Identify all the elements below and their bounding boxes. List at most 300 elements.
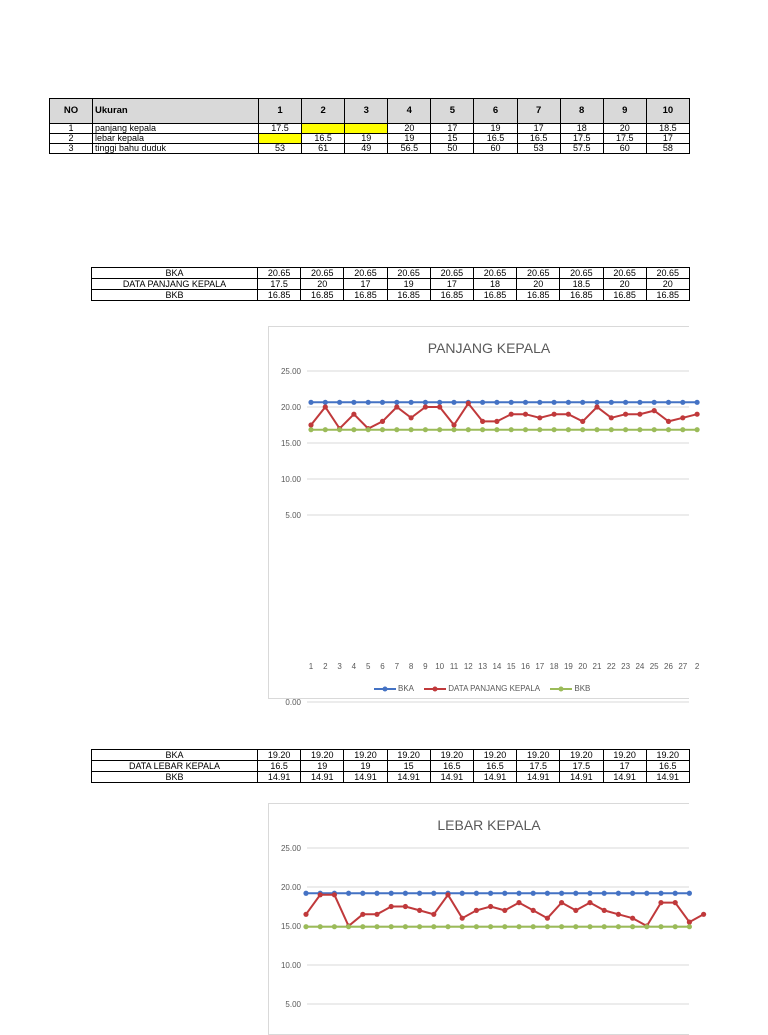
table-cell: 19.20 (387, 750, 430, 761)
table-cell (259, 134, 302, 144)
data-point (531, 924, 536, 929)
data-point (602, 908, 607, 913)
table-cell: 16.5 (473, 761, 516, 772)
data-point (445, 924, 450, 929)
y-tick-label: 5.00 (285, 1000, 301, 1009)
table-cell: 20 (388, 124, 431, 134)
x-tick-label: 8 (408, 662, 414, 671)
table-cell: 60 (603, 144, 646, 154)
table-cell: 20.65 (560, 268, 603, 279)
panjang-kepala-table (91, 267, 690, 301)
data-point (537, 400, 542, 405)
data-point (609, 400, 614, 405)
data-point (366, 400, 371, 405)
data-point (351, 412, 356, 417)
lebar-kepala-table (91, 749, 690, 783)
table-cell: 20 (517, 279, 560, 290)
table-row (50, 124, 690, 134)
table-cell: 14.91 (301, 772, 344, 783)
table-cell: 57.5 (560, 144, 603, 154)
table-cell: 53 (517, 144, 560, 154)
data-point (380, 419, 385, 424)
table-row (92, 750, 690, 761)
x-tick-label: 20 (578, 662, 588, 671)
table-cell (302, 124, 345, 134)
data-point (695, 400, 700, 405)
y-tick-label: 15.00 (280, 922, 301, 931)
row-label: DATA PANJANG KEPALA (92, 279, 258, 290)
row-label: BKB (92, 772, 258, 783)
data-point (394, 404, 399, 409)
data-point (431, 924, 436, 929)
data-point (594, 427, 599, 432)
data-point (623, 400, 628, 405)
column-header: 6 (474, 99, 517, 124)
table-row (92, 279, 690, 290)
table-cell: 19.20 (603, 750, 646, 761)
lebar-kepala-plot (269, 804, 689, 1034)
data-point (580, 427, 585, 432)
legend-item-bkb (550, 684, 590, 693)
data-point (616, 891, 621, 896)
table-cell: 19 (387, 279, 430, 290)
data-point (323, 427, 328, 432)
data-point (409, 427, 414, 432)
table-cell: 20 (603, 124, 646, 134)
row-label: BKA (92, 750, 258, 761)
data-point (545, 891, 550, 896)
table-cell: 17.5 (259, 124, 302, 134)
x-tick-label: 12 (463, 662, 473, 671)
data-point (566, 427, 571, 432)
data-point (389, 904, 394, 909)
legend-label: BKA (398, 684, 415, 693)
data-point (552, 400, 557, 405)
data-point (417, 908, 422, 913)
data-point (437, 404, 442, 409)
data-point (351, 427, 356, 432)
data-point (303, 912, 308, 917)
x-tick-label: 13 (478, 662, 488, 671)
x-tick-label: 15 (506, 662, 516, 671)
data-point (474, 924, 479, 929)
data-point (616, 912, 621, 917)
data-point (687, 920, 692, 925)
data-point (318, 924, 323, 929)
data-point (509, 412, 514, 417)
data-point (658, 891, 663, 896)
table-cell: 14.91 (387, 772, 430, 783)
table-cell: 20.65 (517, 268, 560, 279)
data-point (545, 916, 550, 921)
data-point (559, 900, 564, 905)
data-point (616, 924, 621, 929)
table-cell: 19.20 (301, 750, 344, 761)
column-header: 9 (603, 99, 646, 124)
data-point (637, 412, 642, 417)
data-point (394, 400, 399, 405)
data-point (466, 401, 471, 406)
table-cell: 16.85 (430, 290, 473, 301)
x-tick-label: 24 (635, 662, 645, 671)
data-point (451, 427, 456, 432)
table-cell: 16.5 (302, 134, 345, 144)
data-point (488, 904, 493, 909)
table-cell: 20.65 (646, 268, 689, 279)
chart-legend (374, 684, 598, 695)
data-point (337, 427, 342, 432)
x-tick-label: 7 (394, 662, 400, 671)
legend-marker-bka (374, 685, 396, 693)
table-cell: 56.5 (388, 144, 431, 154)
x-tick-label: 25 (649, 662, 659, 671)
data-point (687, 891, 692, 896)
table-cell: 16.85 (301, 290, 344, 301)
data-point (366, 427, 371, 432)
x-tick-label: 4 (351, 662, 357, 671)
table-cell: 16.5 (646, 761, 689, 772)
data-point (673, 900, 678, 905)
data-point (637, 400, 642, 405)
data-point (389, 924, 394, 929)
data-point (658, 924, 663, 929)
x-tick-label: 23 (621, 662, 631, 671)
column-header: 5 (431, 99, 474, 124)
data-point (594, 400, 599, 405)
data-point (451, 422, 456, 427)
table-cell: 20.65 (430, 268, 473, 279)
chart-title: PANJANG KEPALA (427, 340, 551, 356)
table-row (92, 290, 690, 301)
data-point (630, 916, 635, 921)
data-point (323, 400, 328, 405)
row-label: BKB (92, 290, 258, 301)
data-point (403, 891, 408, 896)
table-cell: 16.85 (517, 290, 560, 301)
table-cell: 18 (560, 124, 603, 134)
table-cell: 16.85 (646, 290, 689, 301)
table-cell: 17.5 (603, 134, 646, 144)
row-label: lebar kepala (93, 134, 259, 144)
data-point (474, 908, 479, 913)
data-point (332, 924, 337, 929)
data-point (673, 924, 678, 929)
x-tick-label: 11 (449, 662, 459, 671)
data-point (409, 415, 414, 420)
data-point (403, 924, 408, 929)
data-point (374, 912, 379, 917)
column-header: 4 (388, 99, 431, 124)
table-row (50, 144, 690, 154)
column-header: 2 (302, 99, 345, 124)
data-point (337, 400, 342, 405)
data-point (488, 924, 493, 929)
table-cell: 20.65 (603, 268, 646, 279)
data-point (346, 924, 351, 929)
table-cell: 19.20 (258, 750, 301, 761)
row-label: panjang kepala (93, 124, 259, 134)
table-cell: 16.5 (474, 134, 517, 144)
data-point (630, 924, 635, 929)
table-cell: 15 (387, 761, 430, 772)
data-point (531, 908, 536, 913)
y-tick-label: 20.00 (280, 403, 301, 412)
table-row (92, 268, 690, 279)
y-tick-label: 25.00 (280, 844, 301, 853)
data-point (466, 427, 471, 432)
data-point (566, 412, 571, 417)
table-cell: 18.5 (646, 124, 689, 134)
table-cell: 19 (388, 134, 431, 144)
data-point (552, 427, 557, 432)
legend-item-data (424, 684, 540, 693)
data-point (332, 892, 337, 897)
data-point (652, 400, 657, 405)
table-cell: 17 (517, 124, 560, 134)
data-point (488, 891, 493, 896)
data-point (494, 419, 499, 424)
row-number: 3 (50, 144, 93, 154)
data-point (417, 924, 422, 929)
table-cell: 61 (302, 144, 345, 154)
data-point (480, 419, 485, 424)
data-point (451, 400, 456, 405)
data-point (516, 924, 521, 929)
table-cell: 19.20 (473, 750, 516, 761)
table-cell: 20.65 (473, 268, 516, 279)
table-cell: 16.5 (430, 761, 473, 772)
data-point (602, 891, 607, 896)
data-point (680, 415, 685, 420)
data-point (623, 412, 628, 417)
table-cell: 20 (301, 279, 344, 290)
table-cell: 19.20 (560, 750, 603, 761)
column-header: Ukuran (93, 99, 259, 124)
table-cell (345, 124, 388, 134)
table-cell: 17.5 (517, 761, 560, 772)
data-point (380, 427, 385, 432)
data-point (695, 412, 700, 417)
x-tick-label: 16 (521, 662, 530, 671)
data-point (687, 924, 692, 929)
row-label: tinggi bahu duduk (93, 144, 259, 154)
data-point (594, 404, 599, 409)
table-cell: 19.20 (430, 750, 473, 761)
table-cell: 17 (430, 279, 473, 290)
y-tick-label: 0.00 (285, 698, 301, 707)
data-point (701, 912, 706, 917)
data-point (695, 427, 700, 432)
data-point (573, 924, 578, 929)
data-point (437, 400, 442, 405)
lebar-kepala-chart (268, 803, 689, 1035)
data-point (580, 419, 585, 424)
data-point (460, 891, 465, 896)
data-point (445, 892, 450, 897)
table-cell: 19.20 (344, 750, 387, 761)
table-cell: 19 (474, 124, 517, 134)
x-tick-label: 14 (492, 662, 502, 671)
data-point (602, 924, 607, 929)
data-point (351, 400, 356, 405)
y-tick-label: 5.00 (285, 511, 301, 520)
data-point (423, 400, 428, 405)
data-point (502, 924, 507, 929)
panjang-kepala-chart (268, 326, 700, 707)
anthropometry-table (49, 98, 690, 154)
row-number: 1 (50, 124, 93, 134)
table-cell: 20.65 (258, 268, 301, 279)
table-row (50, 134, 690, 144)
data-point (318, 892, 323, 897)
data-point (360, 912, 365, 917)
data-point (523, 400, 528, 405)
data-point (652, 427, 657, 432)
data-point (460, 916, 465, 921)
y-tick-label: 25.00 (280, 367, 301, 376)
data-point (537, 427, 542, 432)
data-point (308, 422, 313, 427)
x-tick-label: 9 (423, 662, 428, 671)
table-cell: 20.65 (387, 268, 430, 279)
chart-title: LEBAR KEPALA (437, 817, 541, 833)
y-tick-label: 20.00 (280, 883, 301, 892)
table-cell: 14.91 (646, 772, 689, 783)
data-point (502, 891, 507, 896)
data-point (587, 924, 592, 929)
table-cell: 18 (473, 279, 516, 290)
table-cell: 16.85 (344, 290, 387, 301)
table-row (92, 772, 690, 783)
data-point (587, 891, 592, 896)
table-cell: 14.91 (344, 772, 387, 783)
legend-marker-data (424, 685, 446, 693)
data-point (502, 908, 507, 913)
x-tick-label: 22 (606, 662, 616, 671)
data-point (360, 924, 365, 929)
table-cell: 14.91 (517, 772, 560, 783)
data-point (566, 400, 571, 405)
row-number: 2 (50, 134, 93, 144)
legend-label: DATA PANJANG KEPALA (448, 684, 541, 693)
table-cell: 16.85 (387, 290, 430, 301)
x-tick-label: 3 (337, 662, 342, 671)
data-point (623, 427, 628, 432)
table-cell: 14.91 (473, 772, 516, 783)
table-cell: 20.65 (301, 268, 344, 279)
column-header: 8 (560, 99, 603, 124)
table-cell: 50 (431, 144, 474, 154)
y-tick-label: 15.00 (280, 439, 301, 448)
table-cell: 49 (345, 144, 388, 154)
y-tick-label: 10.00 (280, 961, 301, 970)
header-row (50, 99, 690, 124)
data-point (403, 904, 408, 909)
table-cell: 19 (345, 134, 388, 144)
data-point (573, 908, 578, 913)
data-point (409, 400, 414, 405)
table-cell: 17 (344, 279, 387, 290)
table-cell: 14.91 (258, 772, 301, 783)
data-point (666, 427, 671, 432)
data-point (545, 924, 550, 929)
table-cell: 20 (646, 279, 689, 290)
column-header: 7 (517, 99, 560, 124)
x-tick-label: 1 (308, 662, 314, 671)
legend-item-bka (374, 684, 414, 693)
table-cell: 16.5 (517, 134, 560, 144)
data-point (423, 404, 428, 409)
data-point (516, 900, 521, 905)
table-cell: 16.5 (258, 761, 301, 772)
table-cell: 17.5 (560, 134, 603, 144)
column-header: NO (50, 99, 93, 124)
data-point (537, 415, 542, 420)
data-point (494, 427, 499, 432)
data-point (308, 427, 313, 432)
data-point (637, 427, 642, 432)
table-cell: 17 (603, 761, 646, 772)
table-cell: 16.85 (473, 290, 516, 301)
column-header: 3 (345, 99, 388, 124)
x-tick-label: 2 (323, 662, 328, 671)
table-cell: 17 (431, 124, 474, 134)
data-point (666, 419, 671, 424)
data-point (609, 415, 614, 420)
table-cell: 20 (603, 279, 646, 290)
data-point (523, 427, 528, 432)
y-tick-label: 10.00 (280, 475, 301, 484)
table-cell: 17.5 (560, 761, 603, 772)
data-point (523, 412, 528, 417)
data-point (374, 891, 379, 896)
data-point (559, 924, 564, 929)
legend-label: BKB (574, 684, 591, 693)
table-cell: 14.91 (430, 772, 473, 783)
data-point (630, 891, 635, 896)
row-label: BKA (92, 268, 258, 279)
data-point (423, 427, 428, 432)
data-point (680, 427, 685, 432)
data-point (389, 891, 394, 896)
table-cell: 16.85 (560, 290, 603, 301)
data-point (437, 427, 442, 432)
x-tick-label: 10 (435, 662, 445, 671)
data-point (303, 891, 308, 896)
data-point (431, 891, 436, 896)
x-tick-label: 27 (678, 662, 688, 671)
data-point (374, 924, 379, 929)
data-point (394, 427, 399, 432)
x-tick-label: 2 (694, 662, 700, 671)
table-cell: 17 (646, 134, 689, 144)
data-point (644, 891, 649, 896)
data-point (323, 404, 328, 409)
data-point (573, 891, 578, 896)
data-point (431, 912, 436, 917)
x-tick-label: 19 (563, 662, 573, 671)
table-row (92, 761, 690, 772)
table-cell: 53 (259, 144, 302, 154)
table-cell: 19.20 (646, 750, 689, 761)
x-tick-label: 18 (549, 662, 559, 671)
data-point (587, 900, 592, 905)
x-tick-label: 5 (365, 662, 371, 671)
data-point (652, 408, 657, 413)
data-point (680, 400, 685, 405)
data-point (480, 427, 485, 432)
x-tick-label: 21 (592, 662, 602, 671)
